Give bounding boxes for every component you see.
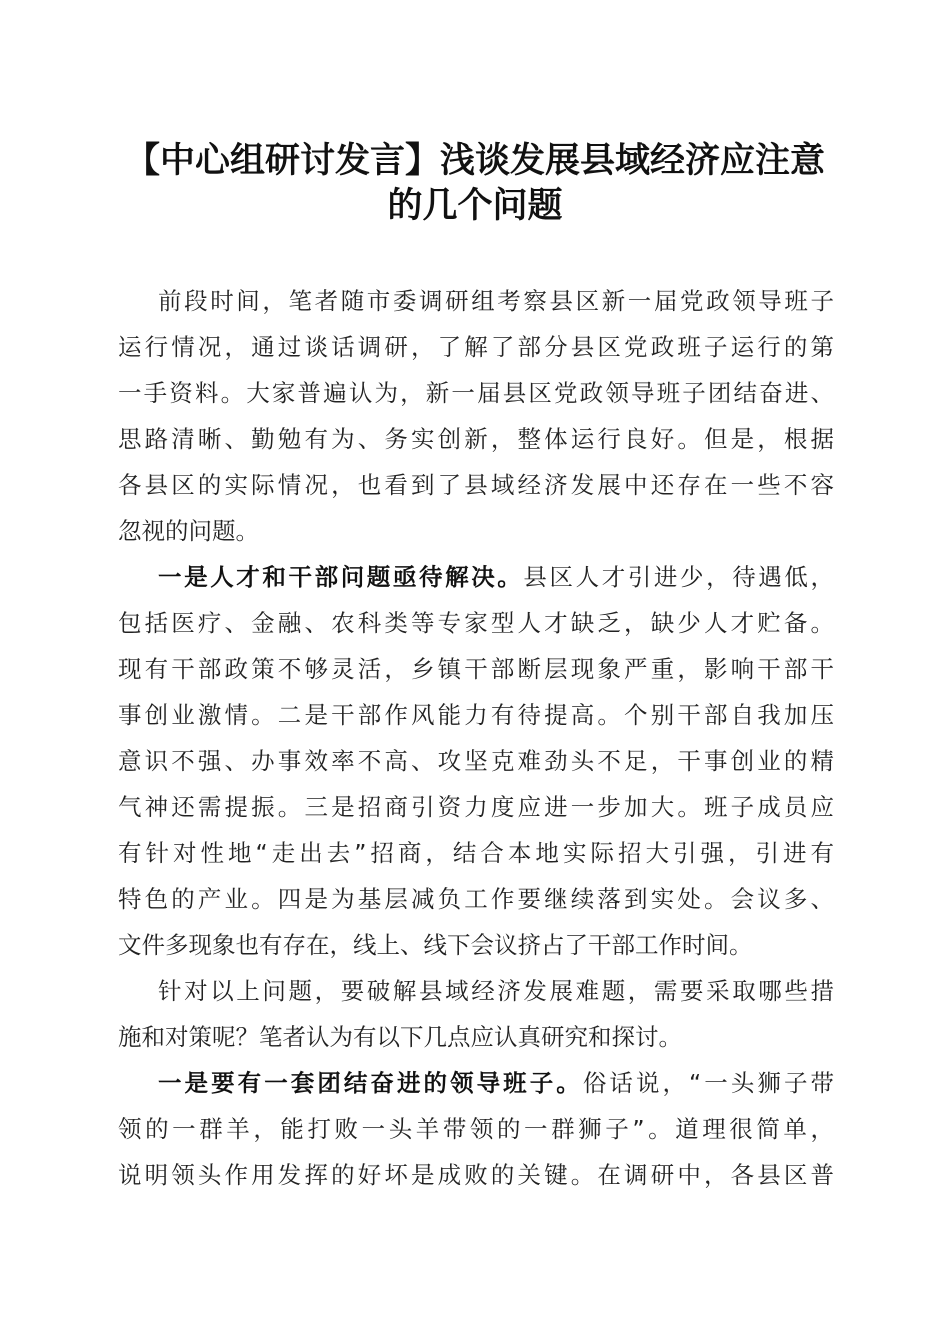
text-line: 意识不强、办事效率不高、攻坚克难劲头不足，干事创业的精	[118, 747, 834, 775]
document-title	[60, 138, 890, 228]
title-line-1: 【中心组研讨发言】浅谈发展县域经济应注意	[124, 140, 825, 181]
text-line: 施和对策呢？笔者认为有以下几点应认真研究和探讨。	[118, 1023, 682, 1051]
text-line: 气神还需提振。三是招商引资力度应进一步加大。班子成员应	[118, 793, 834, 821]
text-line: 现有干部政策不够灵活，乡镇干部断层现象严重，影响干部干	[118, 655, 834, 683]
text-line: 忽视的问题。	[118, 517, 259, 545]
title-line-2: 的几个问题	[387, 185, 563, 226]
text-line: 有针对性地“走出去”招商，结合本地实际招大引强，引进有	[118, 839, 834, 867]
paragraph-lead: 一是人才和干部问题亟待解决。	[158, 563, 524, 591]
paragraph-problems	[118, 554, 834, 968]
text-line: 包括医疗、金融、农科类等专家型人才缺乏，缺少人才贮备。	[118, 609, 834, 637]
text-segment: 俗话说，“一头狮子带	[582, 1069, 834, 1097]
text-line	[118, 554, 834, 600]
text-line: 前段时间，笔者随市委调研组考察县区新一届党政领导班子	[158, 287, 834, 315]
text-line: 文件多现象也有存在，线上、线下会议挤占了干部工作时间。	[118, 931, 753, 959]
paragraph-lead: 一是要有一套团结奋进的领导班子。	[158, 1069, 583, 1097]
text-segment: 县区人才引进少，待遇低，	[523, 563, 835, 591]
paragraph-transition	[118, 968, 834, 1060]
text-line: 一手资料。大家普遍认为，新一届县区党政领导班子团结奋进、	[118, 379, 834, 407]
paragraph-intro	[118, 278, 834, 554]
text-line: 各县区的实际情况，也看到了县域经济发展中还存在一些不容	[118, 471, 834, 499]
text-line	[118, 1060, 834, 1106]
document-body	[118, 278, 834, 1198]
text-line: 运行情况，通过谈话调研，了解了部分县区党政班子运行的第	[118, 333, 834, 361]
text-line: 特色的产业。四是为基层减负工作要继续落到实处。会议多、	[118, 885, 834, 913]
text-line: 说明领头作用发挥的好坏是成败的关键。在调研中，各县区普	[118, 1161, 834, 1189]
text-line: 领的一群羊，能打败一头羊带领的一群狮子”。道理很简单，	[118, 1115, 834, 1143]
paragraph-leadership	[118, 1060, 834, 1198]
text-line: 思路清晰、勤勉有为、务实创新，整体运行良好。但是，根据	[118, 425, 834, 453]
text-line: 针对以上问题，要破解县域经济发展难题，需要采取哪些措	[158, 977, 834, 1005]
text-line: 事创业激情。二是干部作风能力有待提高。个别干部自我加压	[118, 701, 834, 729]
